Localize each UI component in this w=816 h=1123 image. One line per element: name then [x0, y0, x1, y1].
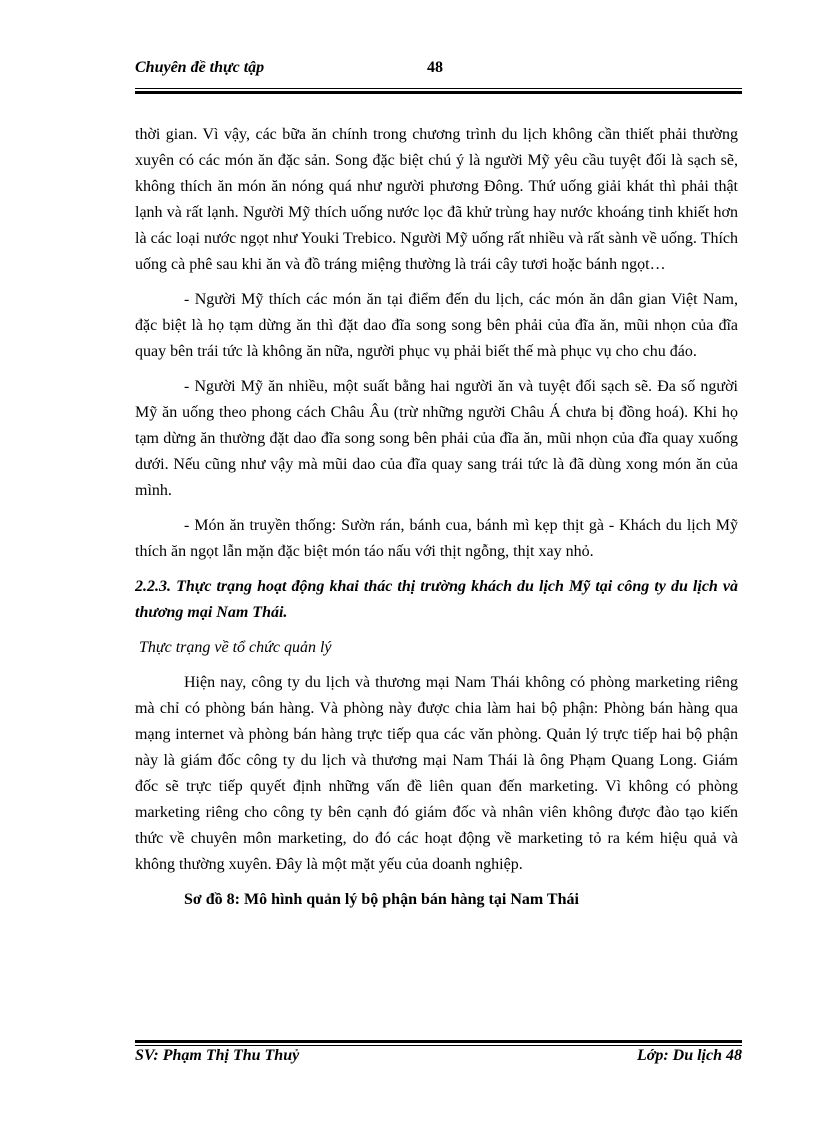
- page-body: [135, 122, 738, 913]
- paragraph-5: Hiện nay, công ty du lịch và thương mại Nam Thái không có phòng marketing riêng mà chỉ có phòng bán hàng. Và phòng này được chia làm hai bộ phận: Phòng bán hàng qua mạng internet và phòng bán hàng trực tiếp qua các văn phòng. Quản lý trực tiếp hai bộ phận này là giám đốc công ty du lịch và thương mại Nam Thái là ông Phạm Quang Long. Giám đốc sẽ trực tiếp quyết định những vấn đề liên quan đến marketing. Vì không có phòng marketing riêng cho công ty bên cạnh đó giám đốc và nhân viên không được đào tạo kiến thức về chuyên môn marketing, do đó các hoạt động về marketing tỏ ra kém hiệu quả và không thường xuyên. Đây là một mặt yếu của doanh nghiệp.: [135, 674, 738, 873]
- paragraph-1: thời gian. Vì vậy, các bữa ăn chính trong chương trình du lịch không cần thiết phải thường xuyên có các món ăn đặc sản. Song đặc biệt chú ý là người Mỹ yêu cầu tuyệt đối là sạch sẽ, không thích ăn món ăn nóng quá như người phương Đông. Thứ uống giải khát thì phải thật lạnh và rất lạnh. Người Mỹ thích uống nước lọc đã khử trùng hay nước khoáng tinh khiết hơn là các loại nước ngọt như Youki Trebico. Người Mỹ uống rất nhiều và rất sành về uống. Thích uống cà phê sau khi ăn và đồ tráng miệng thường là trái cây tươi hoặc bánh ngọt…: [135, 126, 738, 273]
- page-footer: [135, 1047, 742, 1071]
- paragraph-2: - Người Mỹ thích các món ăn tại điểm đến du lịch, các món ăn dân gian Việt Nam, đặc biệt là họ tạm dừng ăn thì đặt dao đĩa song song bên phải của đĩa ăn, mũi nhọn của đĩa quay bên trái tức là không ăn nữa, người phục vụ phải biết thế mà phục vụ cho chu đáo.: [135, 291, 738, 360]
- header-rule-thick: [135, 91, 742, 94]
- header-title: Chuyên đề thực tập: [135, 59, 265, 76]
- footer-rule-thick: [135, 1040, 742, 1043]
- page-number: 48: [427, 59, 443, 76]
- footer-rule-thin: [135, 1045, 742, 1046]
- paragraph-4: - Món ăn truyền thống: Sườn rán, bánh cua, bánh mì kẹp thịt gà - Khách du lịch Mỹ thích ăn ngọt lẫn mặn đặc biệt món táo nấu với thịt ngỗng, thịt xay nhỏ.: [135, 517, 738, 560]
- diagram-title: Sơ đồ 8: Mô hình quản lý bộ phận bán hàng tại Nam Thái: [184, 891, 579, 908]
- footer-student: SV: Phạm Thị Thu Thuỷ: [135, 1047, 300, 1064]
- section-heading: 2.2.3. Thực trạng hoạt động khai thác thị trường khách du lịch Mỹ tại công ty du lịch và thương mại Nam Thái.: [135, 578, 738, 621]
- page-header: [135, 57, 742, 87]
- paragraph-3: - Người Mỹ ăn nhiều, một suất bằng hai người ăn và tuyệt đối sạch sẽ. Đa số người Mỹ ăn uống theo phong cách Châu Âu (trừ những người Châu Á chưa bị đồng hoá). Khi họ tạm dừng ăn thường đặt dao đĩa song song bên phải của đĩa ăn, mũi nhọn của đĩa quay xuống dưới. Nếu cũng như vậy mà mũi dao của đĩa quay sang trái tức là đã dùng xong món ăn của mình.: [135, 378, 738, 499]
- footer-class: Lớp: Du lịch 48: [636, 1047, 742, 1064]
- header-rule-thin: [135, 88, 742, 89]
- section-subheading: Thực trạng về tổ chức quản lý: [139, 639, 332, 656]
